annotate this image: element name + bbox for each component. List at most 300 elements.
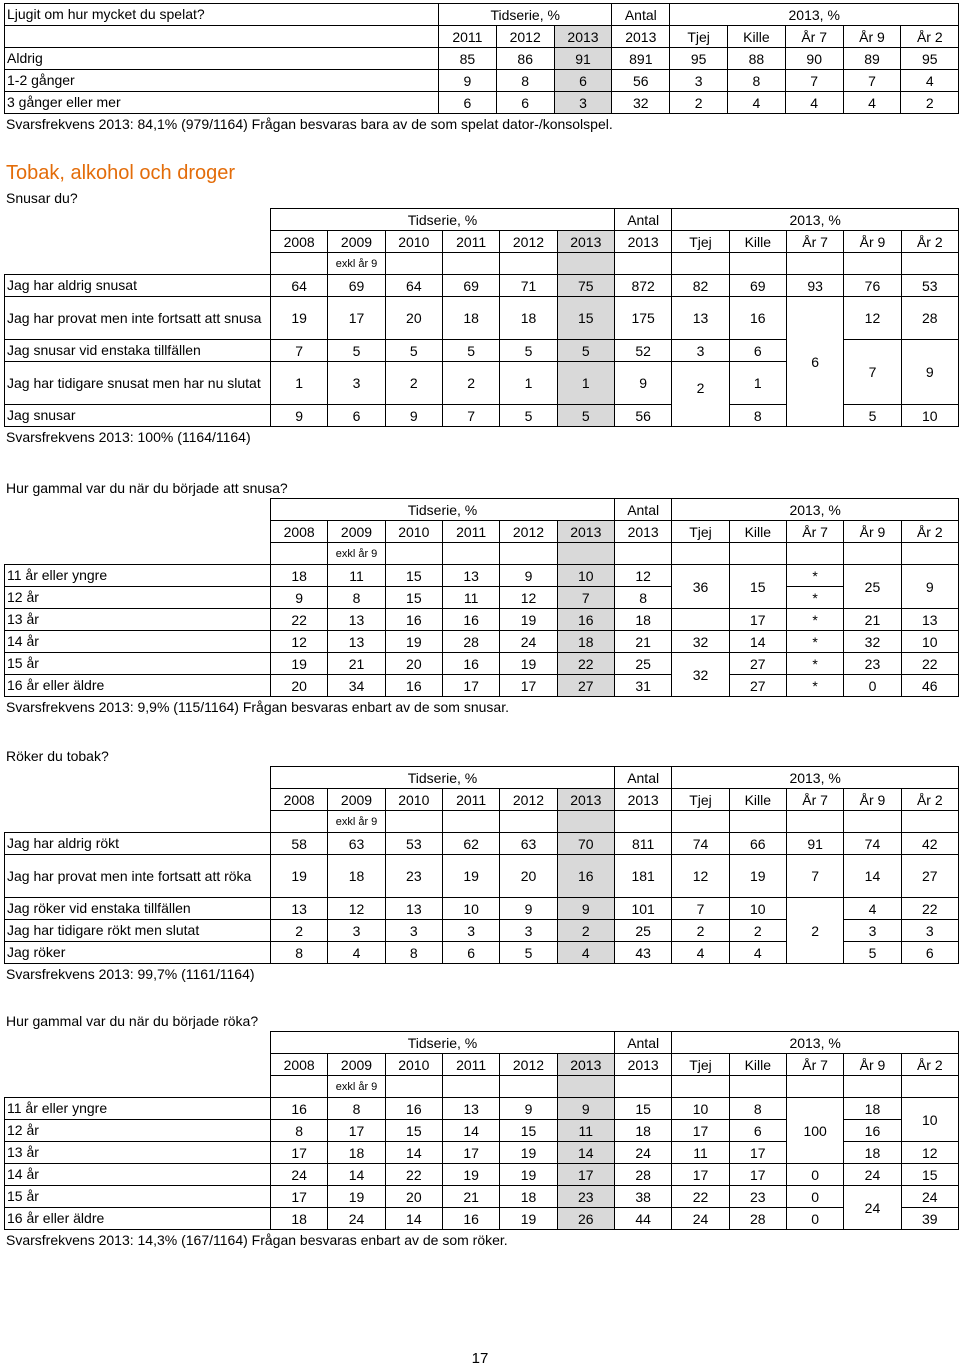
table-cell: 20 <box>385 1186 442 1208</box>
column-header: 2012 <box>500 521 557 543</box>
group-label-tidserie: Tidserie, % <box>271 1032 615 1054</box>
table-row <box>5 855 959 898</box>
table-cell: 89 <box>843 48 901 70</box>
table-cell: 15 <box>901 1164 958 1186</box>
row-label: Jag röker vid enstaka tillfällen <box>5 898 271 920</box>
column-header: År 2 <box>901 1054 958 1076</box>
table-cell: 76 <box>844 275 901 297</box>
table-cell: 58 <box>271 833 328 855</box>
table-cell: 16 <box>557 855 614 898</box>
column-header: Kille <box>729 1054 786 1076</box>
row-label: 11 år eller yngre <box>5 1098 271 1120</box>
table-cell: 90 <box>785 48 843 70</box>
table-cell: 63 <box>500 833 557 855</box>
table-cell: 3 <box>844 920 901 942</box>
table-cell: 15 <box>385 1120 442 1142</box>
table-cell: 23 <box>729 1186 786 1208</box>
table-cell: 7 <box>442 405 499 427</box>
table-row <box>5 70 959 92</box>
table-cell: 7 <box>843 70 901 92</box>
table-cell: 17 <box>328 1120 385 1142</box>
column-header: 2012 <box>500 1054 557 1076</box>
table-cell: 18 <box>557 631 614 653</box>
table-cell: 14 <box>442 1120 499 1142</box>
games-question: Ljugit om hur mycket du spelat? <box>5 4 439 26</box>
table-cell: 93 <box>786 275 843 297</box>
table-cell: 85 <box>439 48 497 70</box>
table-cell: 14 <box>729 631 786 653</box>
table-cell: 18 <box>844 1142 901 1164</box>
table-cell: 11 <box>328 565 385 587</box>
table-cell: 12 <box>271 631 328 653</box>
table-cell: 70 <box>557 833 614 855</box>
table-cell: 82 <box>672 275 729 297</box>
table-cell: 7 <box>672 898 729 920</box>
table-cell: 3 <box>328 362 385 405</box>
table-cell: 17 <box>672 1120 729 1142</box>
table-cell: 16 <box>442 609 499 631</box>
table-cell: 5 <box>385 340 442 362</box>
snus-age-section <box>4 478 958 717</box>
table-cell: 14 <box>844 855 901 898</box>
snus-age-response-note: Svarsfrekvens 2013: 9,9% (115/1164) Frågan besvaras enbart av de som snusar. <box>6 699 509 715</box>
table-cell: 17 <box>328 297 385 340</box>
table-cell: 13 <box>901 609 958 631</box>
table-cell-merged: 2 <box>672 362 729 427</box>
table-cell: 74 <box>844 833 901 855</box>
table-cell: 14 <box>385 1142 442 1164</box>
table-cell: 10 <box>729 898 786 920</box>
table-cell: 9 <box>385 405 442 427</box>
column-header: 2013 <box>614 231 671 253</box>
table-cell: 12 <box>614 565 671 587</box>
table-cell: 27 <box>557 675 614 697</box>
table-cell: 16 <box>442 1208 499 1230</box>
row-label: 3 gånger eller mer <box>5 92 439 114</box>
section-heading: Tobak, alkohol och droger <box>6 162 236 184</box>
table-cell: 32 <box>672 631 729 653</box>
group-label-tidserie: Tidserie, % <box>439 4 612 26</box>
column-header: Kille <box>729 231 786 253</box>
table-row <box>5 609 959 631</box>
table-cell: 16 <box>385 1098 442 1120</box>
table-cell: 15 <box>500 1120 557 1142</box>
column-header: 2011 <box>442 789 499 811</box>
table-cell: 46 <box>901 675 958 697</box>
table-cell: 13 <box>442 565 499 587</box>
table-cell: 14 <box>328 1164 385 1186</box>
group-label-antal: Antal <box>614 209 671 231</box>
column-header: Kille <box>728 26 786 48</box>
table-cell: 74 <box>672 833 729 855</box>
group-label-antal: Antal <box>614 499 671 521</box>
table-cell: 27 <box>729 675 786 697</box>
row-label: Jag har provat men inte fortsatt att röka <box>5 855 271 898</box>
exkl-note: exkl år 9 <box>328 543 385 565</box>
table-cell-merged: 7 <box>844 340 901 405</box>
table-row <box>5 1186 959 1208</box>
row-label: Aldrig <box>5 48 439 70</box>
table-cell-merged: 10 <box>901 1098 958 1142</box>
column-header: 2008 <box>271 231 328 253</box>
table-cell: * <box>786 675 843 697</box>
page-number: 17 <box>471 1350 489 1367</box>
table-cell: 18 <box>844 1098 901 1120</box>
table-cell: 4 <box>729 942 786 964</box>
table-cell: 10 <box>442 898 499 920</box>
group-label-2013: 2013, % <box>672 1032 959 1054</box>
table-cell: 2 <box>385 362 442 405</box>
column-header: År 9 <box>844 1054 901 1076</box>
table-cell: 17 <box>500 675 557 697</box>
table-cell: 63 <box>328 833 385 855</box>
table-cell: 19 <box>442 855 499 898</box>
table-cell: 17 <box>729 609 786 631</box>
table-cell: 9 <box>500 565 557 587</box>
table-cell: 56 <box>612 70 670 92</box>
table-cell: * <box>786 565 843 587</box>
group-label-antal: Antal <box>614 767 671 789</box>
column-header: År 2 <box>901 521 958 543</box>
table-cell: 91 <box>554 48 612 70</box>
table-cell: 22 <box>901 653 958 675</box>
table-cell: 28 <box>901 297 958 340</box>
column-header: År 7 <box>785 26 843 48</box>
table-cell: 101 <box>614 898 671 920</box>
exkl-note: exkl år 9 <box>328 811 385 833</box>
table-cell: 20 <box>271 675 328 697</box>
table-row <box>5 48 959 70</box>
column-header: 2011 <box>442 521 499 543</box>
table-cell: 14 <box>557 1142 614 1164</box>
table-cell: 71 <box>500 275 557 297</box>
table-row <box>5 653 959 675</box>
table-cell: 2 <box>442 362 499 405</box>
row-label: 14 år <box>5 1164 271 1186</box>
column-header: 2011 <box>439 26 497 48</box>
table-row <box>5 92 959 114</box>
table-cell: 95 <box>670 48 728 70</box>
exkl-note: exkl år 9 <box>328 1076 385 1098</box>
table-cell: 69 <box>729 275 786 297</box>
column-header: År 9 <box>844 231 901 253</box>
table-cell: 4 <box>901 70 959 92</box>
table-cell: 4 <box>785 92 843 114</box>
games-section <box>4 3 958 134</box>
row-label: 1-2 gånger <box>5 70 439 92</box>
table-cell: 7 <box>557 587 614 609</box>
column-header: År 2 <box>901 26 959 48</box>
table-cell: 27 <box>729 653 786 675</box>
column-header: 2013 <box>557 231 614 253</box>
table-cell: 23 <box>557 1186 614 1208</box>
table-cell: 6 <box>729 1120 786 1142</box>
table-cell: 53 <box>901 275 958 297</box>
table-cell: 18 <box>271 1208 328 1230</box>
table-cell: 3 <box>500 920 557 942</box>
column-header: Kille <box>729 521 786 543</box>
table-cell: 7 <box>271 340 328 362</box>
table-cell-merged: 25 <box>844 565 901 609</box>
column-header: År 9 <box>844 521 901 543</box>
table-cell: 19 <box>500 1164 557 1186</box>
table-cell: 12 <box>328 898 385 920</box>
row-label: Jag har tidigare snusat men har nu slutat <box>5 362 271 405</box>
table-cell: 5 <box>844 405 901 427</box>
table-cell: 19 <box>729 855 786 898</box>
table-cell: 10 <box>672 1098 729 1120</box>
table-cell: 8 <box>271 1120 328 1142</box>
table-cell: 4 <box>843 92 901 114</box>
table-row <box>5 587 959 609</box>
group-label-2013: 2013, % <box>672 209 959 231</box>
table-cell: 19 <box>385 631 442 653</box>
table-row <box>5 297 959 340</box>
table-cell-merged: 36 <box>672 565 729 609</box>
table-cell: 18 <box>442 297 499 340</box>
table-cell: 32 <box>612 92 670 114</box>
column-header: Tjej <box>670 26 728 48</box>
group-label-2013: 2013, % <box>670 4 959 26</box>
table-cell: 4 <box>844 898 901 920</box>
roker-response-note: Svarsfrekvens 2013: 99,7% (1161/1164) <box>6 966 255 982</box>
table-cell: 9 <box>557 1098 614 1120</box>
table-row <box>5 1164 959 1186</box>
table-cell: 4 <box>328 942 385 964</box>
snusar-question: Snusar du? <box>6 190 78 206</box>
table-cell: 2 <box>729 920 786 942</box>
table-cell: 16 <box>729 297 786 340</box>
table-cell: 7 <box>785 70 843 92</box>
table-cell: 8 <box>729 405 786 427</box>
column-header: År 7 <box>786 1054 843 1076</box>
table-cell: 8 <box>496 70 554 92</box>
table-cell: 6 <box>496 92 554 114</box>
column-header: 2008 <box>271 789 328 811</box>
table-cell: 3 <box>670 70 728 92</box>
column-header: 2010 <box>385 231 442 253</box>
table-cell: 872 <box>614 275 671 297</box>
table-cell: 25 <box>614 920 671 942</box>
table-cell: 13 <box>442 1098 499 1120</box>
table-cell: 16 <box>844 1120 901 1142</box>
table-row <box>5 675 959 697</box>
table-cell: 4 <box>672 942 729 964</box>
column-header: År 7 <box>786 789 843 811</box>
table-cell: 95 <box>901 48 959 70</box>
games-table <box>4 3 959 114</box>
table-cell: 2 <box>557 920 614 942</box>
table-cell: 5 <box>557 405 614 427</box>
table-cell: 24 <box>614 1142 671 1164</box>
table-cell: 31 <box>614 675 671 697</box>
table-cell: 19 <box>271 855 328 898</box>
table-cell: * <box>786 609 843 631</box>
snusar-response-note: Svarsfrekvens 2013: 100% (1164/1164) <box>6 429 251 445</box>
table-cell: 16 <box>442 653 499 675</box>
table-cell: 17 <box>271 1142 328 1164</box>
table-cell: 9 <box>500 898 557 920</box>
column-header: 2012 <box>496 26 554 48</box>
table-cell: 11 <box>672 1142 729 1164</box>
column-header: 2009 <box>328 789 385 811</box>
table-cell: 88 <box>728 48 786 70</box>
table-cell: 16 <box>385 675 442 697</box>
table-cell: 181 <box>614 855 671 898</box>
table-cell: 1 <box>557 362 614 405</box>
row-label: 12 år <box>5 587 271 609</box>
column-header: Tjej <box>672 1054 729 1076</box>
table-cell: 17 <box>442 1142 499 1164</box>
table-cell: 10 <box>557 565 614 587</box>
column-header: 2013 <box>554 26 612 48</box>
table-cell: 24 <box>271 1164 328 1186</box>
table-cell-merged: 6 <box>786 297 843 427</box>
table-cell: 62 <box>442 833 499 855</box>
table-cell: 12 <box>901 1142 958 1164</box>
table-cell: 2 <box>672 920 729 942</box>
table-cell: 23 <box>385 855 442 898</box>
rok-age-table <box>4 1031 959 1230</box>
table-cell: * <box>786 587 843 609</box>
table-cell: 66 <box>729 833 786 855</box>
table-cell: 1 <box>729 362 786 405</box>
table-cell: 4 <box>728 92 786 114</box>
roker-section <box>4 746 958 984</box>
rok-age-section <box>4 1011 958 1250</box>
table-cell: 0 <box>786 1164 843 1186</box>
table-cell: 5 <box>557 340 614 362</box>
table-cell: 19 <box>442 1164 499 1186</box>
table-cell-merged: 9 <box>901 340 958 405</box>
roker-table <box>4 766 959 964</box>
table-cell: 56 <box>614 405 671 427</box>
column-header: Tjej <box>672 521 729 543</box>
table-cell: 22 <box>385 1164 442 1186</box>
table-cell: 9 <box>614 362 671 405</box>
table-cell: 18 <box>328 855 385 898</box>
table-cell: 9 <box>271 587 328 609</box>
table-cell: * <box>786 653 843 675</box>
column-header: År 2 <box>901 789 958 811</box>
table-cell: 43 <box>614 942 671 964</box>
games-response-note: Svarsfrekvens 2013: 84,1% (979/1164) Frågan besvaras bara av de som spelat dator-/konsolspel. <box>6 116 613 132</box>
table-cell: 6 <box>328 405 385 427</box>
table-cell: 19 <box>271 653 328 675</box>
table-cell: 4 <box>557 942 614 964</box>
table-cell: 5 <box>442 340 499 362</box>
table-cell: 21 <box>614 631 671 653</box>
column-header: 2013 <box>557 521 614 543</box>
table-cell-merged: 9 <box>901 565 958 609</box>
column-header: År 9 <box>843 26 901 48</box>
table-cell: 18 <box>500 297 557 340</box>
table-cell: * <box>786 631 843 653</box>
rok-age-response-note: Svarsfrekvens 2013: 14,3% (167/1164) Frågan besvaras enbart av de som röker. <box>6 1232 508 1248</box>
table-cell: 39 <box>901 1208 958 1230</box>
table-cell: 27 <box>901 855 958 898</box>
table-cell: 12 <box>844 297 901 340</box>
table-cell: 24 <box>844 1164 901 1186</box>
table-row <box>5 565 959 587</box>
row-label: 15 år <box>5 653 271 675</box>
column-header: 2010 <box>385 1054 442 1076</box>
row-label: 16 år eller äldre <box>5 675 271 697</box>
table-row <box>5 275 959 297</box>
table-cell: 3 <box>385 920 442 942</box>
group-label-antal: Antal <box>612 4 670 26</box>
table-cell: 8 <box>271 942 328 964</box>
table-row <box>5 1098 959 1120</box>
column-header: 2008 <box>271 521 328 543</box>
table-cell: 42 <box>901 833 958 855</box>
column-header: 2010 <box>385 789 442 811</box>
table-cell: 26 <box>557 1208 614 1230</box>
group-label-tidserie: Tidserie, % <box>271 209 615 231</box>
table-cell: 34 <box>328 675 385 697</box>
table-cell: 11 <box>557 1120 614 1142</box>
table-cell: 8 <box>328 587 385 609</box>
table-cell: 811 <box>614 833 671 855</box>
table-cell: 5 <box>500 942 557 964</box>
column-header: År 2 <box>901 231 958 253</box>
table-cell: 18 <box>500 1186 557 1208</box>
table-cell: 175 <box>614 297 671 340</box>
table-cell: 91 <box>786 833 843 855</box>
row-label: Jag har aldrig rökt <box>5 833 271 855</box>
table-cell: 16 <box>557 609 614 631</box>
table-cell: 10 <box>901 405 958 427</box>
table-cell: 6 <box>729 340 786 362</box>
table-cell-merged: 15 <box>729 565 786 609</box>
row-label: 11 år eller yngre <box>5 565 271 587</box>
exkl-note: exkl år 9 <box>328 253 385 275</box>
table-cell: 3 <box>554 92 612 114</box>
table-cell: 23 <box>844 653 901 675</box>
table-cell: 28 <box>614 1164 671 1186</box>
row-label: Jag röker <box>5 942 271 964</box>
table-cell: 3 <box>442 920 499 942</box>
table-cell: 13 <box>328 609 385 631</box>
table-cell: 9 <box>500 1098 557 1120</box>
table-row <box>5 631 959 653</box>
table-cell: 12 <box>672 855 729 898</box>
table-cell: 891 <box>612 48 670 70</box>
table-cell: 19 <box>328 1186 385 1208</box>
column-header: Tjej <box>672 789 729 811</box>
table-cell: 64 <box>385 275 442 297</box>
row-label: 12 år <box>5 1120 271 1142</box>
table-cell: 6 <box>901 942 958 964</box>
table-cell: 19 <box>500 609 557 631</box>
table-cell: 22 <box>271 609 328 631</box>
table-cell: 69 <box>328 275 385 297</box>
table-cell: 32 <box>844 631 901 653</box>
table-cell: 22 <box>557 653 614 675</box>
table-cell: 1 <box>271 362 328 405</box>
row-label: 15 år <box>5 1186 271 1208</box>
table-cell: 19 <box>500 653 557 675</box>
table-cell: 0 <box>844 675 901 697</box>
row-label: 16 år eller äldre <box>5 1208 271 1230</box>
table-cell: 5 <box>328 340 385 362</box>
table-cell: 9 <box>439 70 497 92</box>
table-cell: 86 <box>496 48 554 70</box>
table-cell: 6 <box>439 92 497 114</box>
table-cell: 2 <box>670 92 728 114</box>
table-cell: 24 <box>901 1186 958 1208</box>
table-cell: 7 <box>786 855 843 898</box>
